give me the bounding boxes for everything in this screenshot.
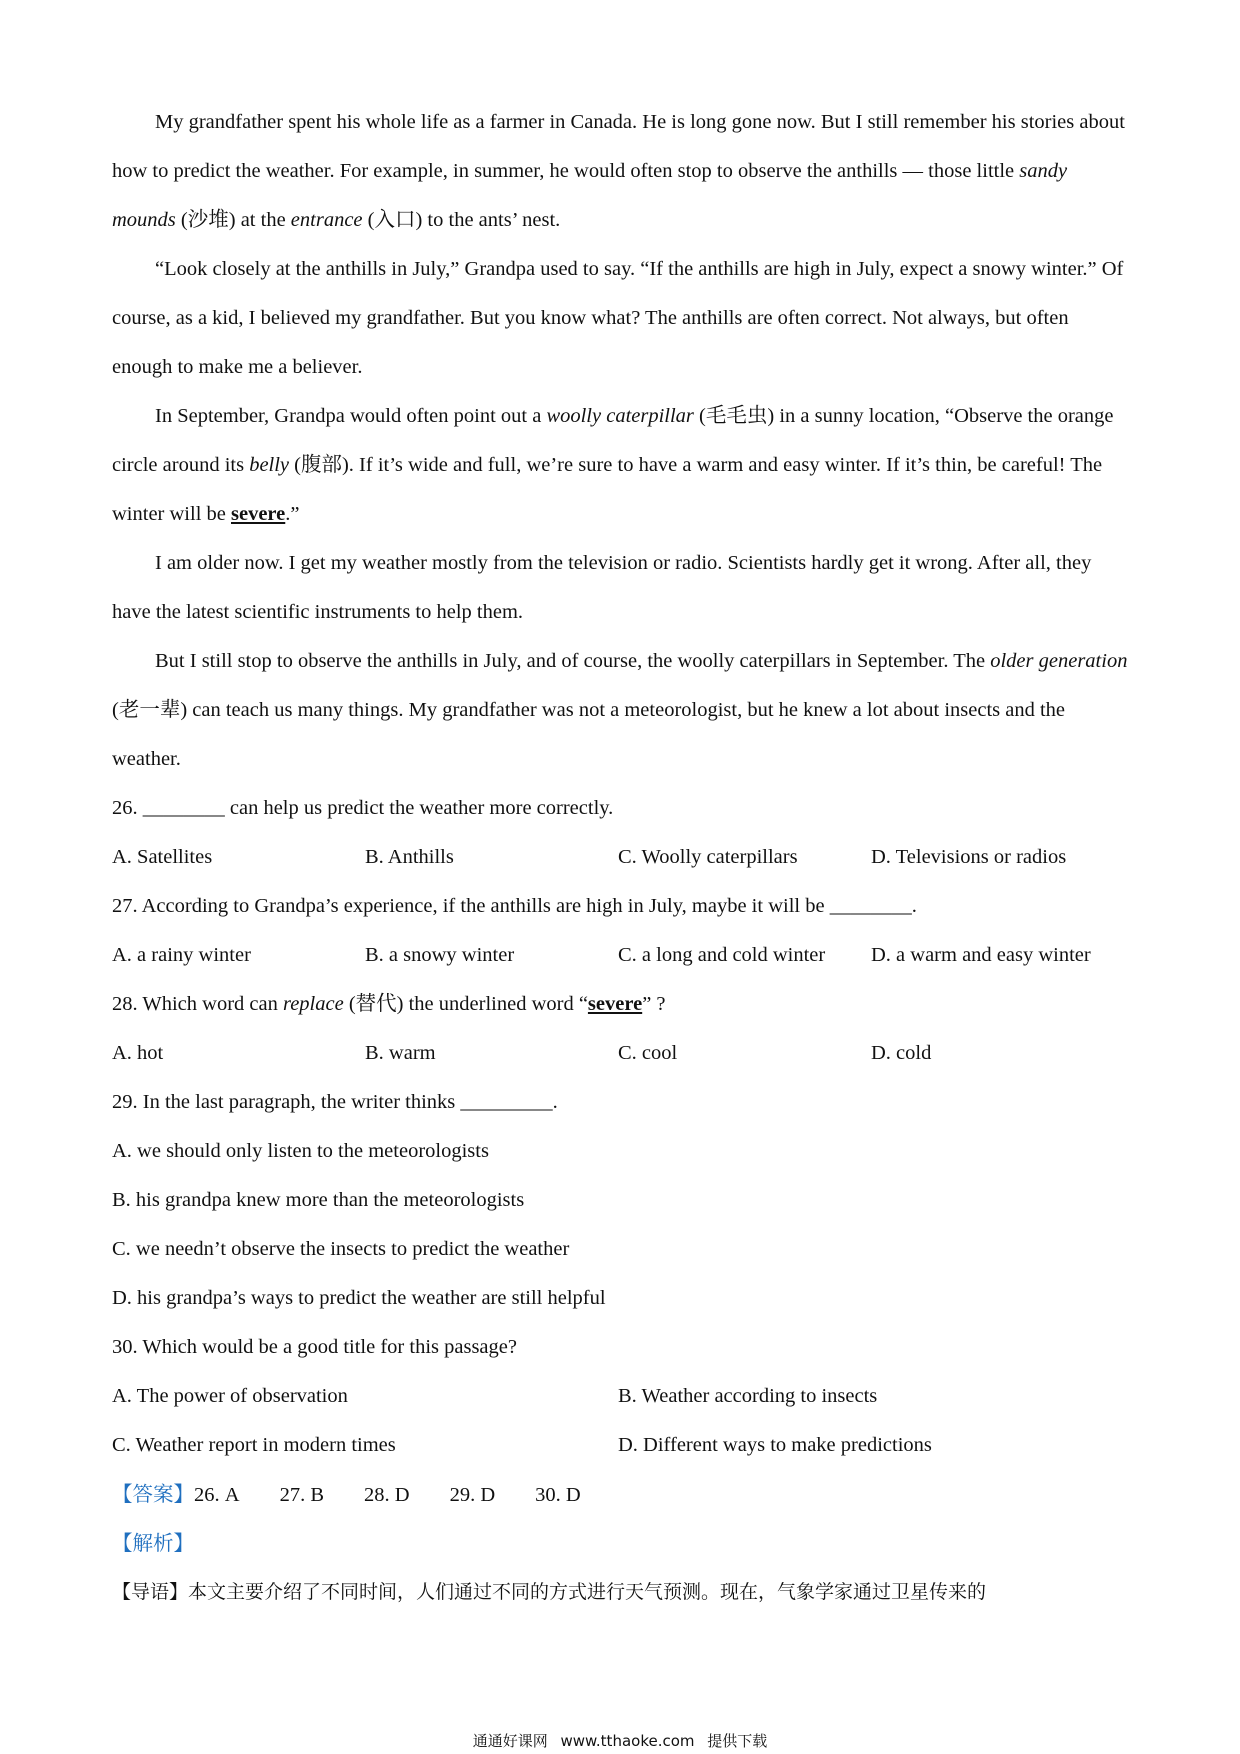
footer-site-name: 通通好课网 [472, 1732, 548, 1750]
option-a: A. Satellites [112, 846, 213, 868]
question-28-stem [112, 980, 1132, 1029]
passage-paragraph-2 [112, 245, 1132, 392]
text-run: My grandfather spent his whole life as a farmer in Canada. He is long gone now. But I still remember his stories about how to predict the weather. For example, in summer, he would often stop to observe the anthills — those little [112, 111, 1125, 182]
option-b: B. Weather according to insects [618, 1385, 878, 1407]
answer-label: 【答案】 [112, 1482, 194, 1506]
underlined-word: severe [231, 503, 286, 525]
text-run: (沙堆) at the [175, 209, 291, 231]
question-28-options [112, 1029, 1132, 1078]
footer-suffix: 提供下载 [707, 1732, 768, 1750]
answer-item: 30. D [535, 1484, 581, 1506]
text-run: (毛毛虫) in a sunny location, “Observe the orange circle around its [112, 405, 1114, 476]
option-c: C. cool [618, 1042, 678, 1064]
option-d: D. his grandpa’s ways to predict the weather are still helpful [112, 1287, 606, 1309]
question-30-options-row-2 [112, 1421, 1132, 1470]
question-30-stem: 30. Which would be a good title for this passage? [112, 1336, 517, 1358]
analysis-label: 【解析】 [112, 1531, 194, 1555]
answer-item: 29. D [449, 1484, 496, 1506]
option-a: A. hot [112, 1042, 164, 1064]
italic-term: entrance [290, 209, 363, 231]
guide-text: 本文主要介绍了不同时间，人们通过不同的方式进行天气预测。现在，气象学家通过卫星传来的 [188, 1581, 987, 1603]
question-30-options-row-1 [112, 1372, 1132, 1421]
answer-item: 27. B [279, 1484, 324, 1506]
option-b: B. warm [365, 1042, 436, 1064]
text-run: “Look closely at the anthills in July,” Grandpa used to say. “If the anthills are high in July, expect a snowy winter.” Of course, as a kid, I believed my grandfather. But you know what? The anthills are often correct. Not always, but often enough to make me a believer. [112, 258, 1124, 378]
question-26-options [112, 833, 1132, 882]
passage-paragraph-4 [112, 539, 1132, 637]
option-d: D. a warm and easy winter [871, 944, 1091, 966]
option-d: D. Televisions or radios [871, 846, 1067, 868]
passage-paragraph-1 [112, 98, 1132, 245]
text-run: (老一辈) can teach us many things. My grandfather was not a meteorologist, but he knew a lot about insects and the weather. [112, 699, 1066, 770]
stem-part: ” ? [642, 993, 666, 1015]
option-a: A. The power of observation [112, 1385, 348, 1407]
guide-line [112, 1568, 1132, 1617]
option-c: C. a long and cold winter [618, 944, 826, 966]
stem-part: 28. Which word can [112, 993, 283, 1015]
text-run: In September, Grandpa would often point out a [155, 405, 547, 427]
footer-url[interactable]: www.tthaoke.com [560, 1732, 695, 1750]
question-27-options [112, 931, 1132, 980]
analysis-line [112, 1519, 1132, 1568]
document-page [112, 98, 1132, 1617]
option-c: C. Weather report in modern times [112, 1434, 396, 1456]
option-d: D. cold [871, 1042, 932, 1064]
option-d: D. Different ways to make predictions [618, 1434, 932, 1456]
question-27-stem: 27. According to Grandpa’s experience, if the anthills are high in July, maybe it will be ________. [112, 895, 917, 917]
option-b: B. a snowy winter [365, 944, 515, 966]
text-run: (入口) to the ants’ nest. [362, 209, 561, 231]
text-run: I am older now. I get my weather mostly from the television or radio. Scientists hardly get it wrong. After all, they have the latest scientific instruments to help them. [112, 552, 1092, 623]
option-b: B. Anthills [365, 846, 454, 868]
option-c: C. we needn’t observe the insects to predict the weather [112, 1238, 570, 1260]
stem-part: (替代) the underlined word “ [343, 993, 588, 1015]
text-run: .” [285, 503, 300, 525]
answer-line [112, 1470, 1132, 1519]
answer-item: 28. D [364, 1484, 410, 1506]
text-run: (腹部). If it’s wide and full, we’re sure to have a warm and easy winter. If it’s thin, be careful! The winter will be [112, 454, 1103, 525]
answer-item: 26. A [194, 1484, 240, 1506]
italic-term: sandy mounds [112, 160, 1068, 231]
page-footer [0, 1730, 1240, 1751]
option-a: A. a rainy winter [112, 944, 251, 966]
option-c: C. Woolly caterpillars [618, 846, 798, 868]
italic-term: belly [249, 454, 290, 476]
stem-italic-word: replace [282, 993, 344, 1015]
italic-term: woolly caterpillar [546, 405, 694, 427]
guide-label: 【导语】 [112, 1581, 189, 1603]
underlined-word: severe [587, 993, 643, 1015]
option-a: A. we should only listen to the meteorologists [112, 1140, 489, 1162]
italic-term: older generation [990, 650, 1128, 672]
option-b: B. his grandpa knew more than the meteorologists [112, 1189, 525, 1211]
question-29-stem: 29. In the last paragraph, the writer thinks _________. [112, 1091, 558, 1113]
passage-paragraph-3 [112, 392, 1132, 539]
passage-paragraph-5 [112, 637, 1132, 784]
question-26-stem: 26. ________ can help us predict the weather more correctly. [112, 797, 614, 819]
text-run: But I still stop to observe the anthills in July, and of course, the woolly caterpillars in September. The [155, 650, 991, 672]
